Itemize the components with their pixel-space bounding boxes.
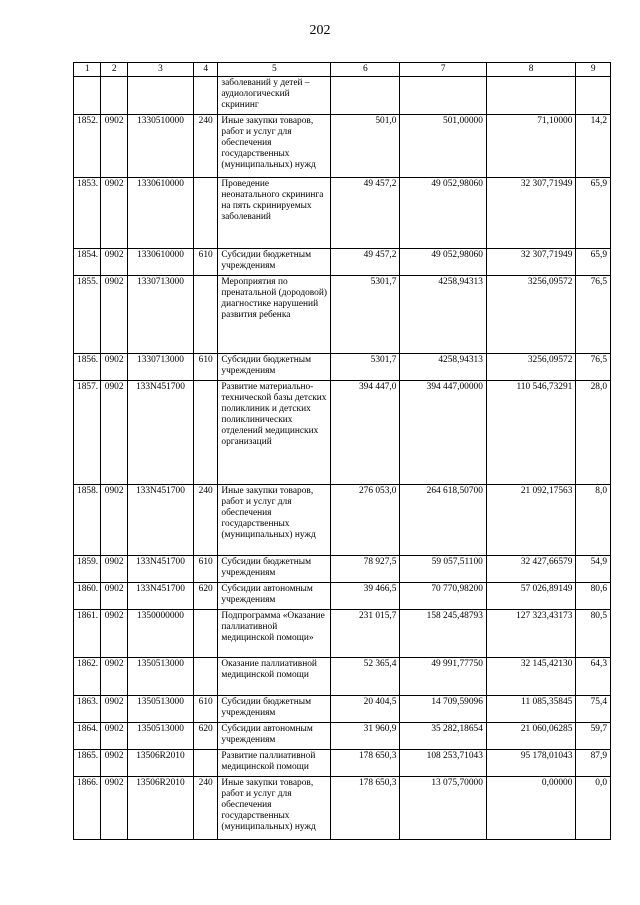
section-code: 0902 <box>101 583 127 610</box>
row-description: Подпрограмма «Оказание паллиативной медицинской помощи» <box>218 610 331 658</box>
col-header: 3 <box>127 63 193 77</box>
executed-value: 127 323,43173 <box>486 610 576 658</box>
planned-value: 35 282,18654 <box>400 723 486 750</box>
row-number: 1858. <box>74 485 101 556</box>
header-row <box>74 63 611 77</box>
row-number <box>74 77 101 115</box>
expense-type <box>193 178 217 249</box>
executed-value: 3256,09572 <box>486 276 576 354</box>
row-description: Оказание паллиативной медицинской помощи <box>218 658 331 696</box>
target-code: 1330713000 <box>127 276 193 354</box>
executed-value: 11 085,35845 <box>486 696 576 723</box>
budget-table <box>73 62 611 840</box>
planned-value: 70 770,98200 <box>400 583 486 610</box>
expense-type <box>193 658 217 696</box>
table-row <box>74 556 611 583</box>
row-description: Проведение неонатального скрининга на пять скринируемых заболеваний <box>218 178 331 249</box>
percent-executed: 87,9 <box>576 750 611 777</box>
approved-value <box>331 77 400 115</box>
percent-executed: 80,5 <box>576 610 611 658</box>
percent-executed <box>576 77 611 115</box>
row-description: заболеваний у детей – аудиологический скрининг <box>218 77 331 115</box>
table-row <box>74 696 611 723</box>
section-code: 0902 <box>101 610 127 658</box>
executed-value: 71,10000 <box>486 115 576 178</box>
percent-executed: 28,0 <box>576 381 611 485</box>
approved-value: 276 053,0 <box>331 485 400 556</box>
col-header: 9 <box>576 63 611 77</box>
table-row <box>74 750 611 777</box>
row-description: Развитие материально-технической базы детских поликлиник и детских поликлинических отделений медицинских организаций <box>218 381 331 485</box>
percent-executed: 65,9 <box>576 249 611 276</box>
percent-executed: 80,6 <box>576 583 611 610</box>
section-code: 0902 <box>101 354 127 381</box>
approved-value: 31 960,9 <box>331 723 400 750</box>
row-description: Развитие паллиативной медицинской помощи <box>218 750 331 777</box>
table-row <box>74 610 611 658</box>
row-description: Субсидии автономным учреждениям <box>218 723 331 750</box>
section-code: 0902 <box>101 723 127 750</box>
table-row <box>74 723 611 750</box>
executed-value: 110 546,73291 <box>486 381 576 485</box>
percent-executed: 76,5 <box>576 354 611 381</box>
row-number: 1861. <box>74 610 101 658</box>
table-row <box>74 381 611 485</box>
percent-executed: 8,0 <box>576 485 611 556</box>
expense-type <box>193 610 217 658</box>
expense-type: 620 <box>193 723 217 750</box>
row-number: 1860. <box>74 583 101 610</box>
col-header: 7 <box>400 63 486 77</box>
expense-type: 610 <box>193 249 217 276</box>
row-number: 1859. <box>74 556 101 583</box>
executed-value: 0,00000 <box>486 777 576 840</box>
approved-value: 5301,7 <box>331 276 400 354</box>
expense-type: 610 <box>193 556 217 583</box>
planned-value: 4258,94313 <box>400 354 486 381</box>
row-description: Субсидии автономным учреждениям <box>218 583 331 610</box>
target-code: 133N451700 <box>127 381 193 485</box>
row-description: Субсидии бюджетным учреждениям <box>218 249 331 276</box>
row-description: Субсидии бюджетным учреждениям <box>218 696 331 723</box>
executed-value: 32 427,66579 <box>486 556 576 583</box>
target-code: 1350513000 <box>127 658 193 696</box>
target-code: 133N451700 <box>127 485 193 556</box>
row-number: 1866. <box>74 777 101 840</box>
target-code: 1350513000 <box>127 696 193 723</box>
table-row <box>74 658 611 696</box>
table-row <box>74 777 611 840</box>
planned-value: 49 991,77750 <box>400 658 486 696</box>
expense-type: 610 <box>193 354 217 381</box>
section-code: 0902 <box>101 485 127 556</box>
planned-value: 49 052,98060 <box>400 178 486 249</box>
col-header: 6 <box>331 63 400 77</box>
target-code <box>127 77 193 115</box>
executed-value: 21 060,06285 <box>486 723 576 750</box>
target-code: 13506R2010 <box>127 750 193 777</box>
row-number: 1855. <box>74 276 101 354</box>
row-description: Иные закупки товаров, работ и услуг для обеспечения государственных (муниципальных) нужд <box>218 485 331 556</box>
row-description: Мероприятия по пренатальной (дородовой) диагностике нарушений развития ребенка <box>218 276 331 354</box>
col-header: 5 <box>218 63 331 77</box>
target-code: 133N451700 <box>127 556 193 583</box>
percent-executed: 59,7 <box>576 723 611 750</box>
table-row <box>74 115 611 178</box>
row-number: 1856. <box>74 354 101 381</box>
planned-value: 14 709,59096 <box>400 696 486 723</box>
planned-value: 394 447,00000 <box>400 381 486 485</box>
target-code: 133N451700 <box>127 583 193 610</box>
row-number: 1865. <box>74 750 101 777</box>
table-row <box>74 583 611 610</box>
table-row <box>74 354 611 381</box>
approved-value: 178 650,3 <box>331 750 400 777</box>
expense-type: 240 <box>193 485 217 556</box>
col-header: 2 <box>101 63 127 77</box>
planned-value: 13 075,70000 <box>400 777 486 840</box>
executed-value: 21 092,17563 <box>486 485 576 556</box>
percent-executed: 75,4 <box>576 696 611 723</box>
executed-value <box>486 77 576 115</box>
target-code: 1330610000 <box>127 249 193 276</box>
executed-value: 32 307,71949 <box>486 249 576 276</box>
section-code: 0902 <box>101 750 127 777</box>
row-description: Иные закупки товаров, работ и услуг для обеспечения государственных (муниципальных) нужд <box>218 777 331 840</box>
approved-value: 501,0 <box>331 115 400 178</box>
approved-value: 49 457,2 <box>331 249 400 276</box>
approved-value: 231 015,7 <box>331 610 400 658</box>
section-code: 0902 <box>101 777 127 840</box>
approved-value: 52 365,4 <box>331 658 400 696</box>
expense-type <box>193 77 217 115</box>
table-row <box>74 77 611 115</box>
expense-type: 240 <box>193 777 217 840</box>
section-code: 0902 <box>101 658 127 696</box>
row-description: Субсидии бюджетным учреждениям <box>218 556 331 583</box>
section-code: 0902 <box>101 115 127 178</box>
col-header: 8 <box>486 63 576 77</box>
executed-value: 95 178,01043 <box>486 750 576 777</box>
target-code: 1330510000 <box>127 115 193 178</box>
row-number: 1853. <box>74 178 101 249</box>
approved-value: 49 457,2 <box>331 178 400 249</box>
target-code: 1350513000 <box>127 723 193 750</box>
executed-value: 32 307,71949 <box>486 178 576 249</box>
section-code: 0902 <box>101 178 127 249</box>
approved-value: 178 650,3 <box>331 777 400 840</box>
col-header: 4 <box>193 63 217 77</box>
percent-executed: 76,5 <box>576 276 611 354</box>
expense-type <box>193 750 217 777</box>
percent-executed: 54,9 <box>576 556 611 583</box>
planned-value: 49 052,98060 <box>400 249 486 276</box>
row-number: 1854. <box>74 249 101 276</box>
section-code <box>101 77 127 115</box>
row-number: 1862. <box>74 658 101 696</box>
approved-value: 39 466,5 <box>331 583 400 610</box>
expense-type <box>193 276 217 354</box>
percent-executed: 14,2 <box>576 115 611 178</box>
planned-value: 501,00000 <box>400 115 486 178</box>
section-code: 0902 <box>101 556 127 583</box>
section-code: 0902 <box>101 696 127 723</box>
row-number: 1863. <box>74 696 101 723</box>
expense-type: 610 <box>193 696 217 723</box>
expense-type <box>193 381 217 485</box>
planned-value: 59 057,51100 <box>400 556 486 583</box>
table-row <box>74 178 611 249</box>
col-header: 1 <box>74 63 101 77</box>
section-code: 0902 <box>101 276 127 354</box>
percent-executed: 64,3 <box>576 658 611 696</box>
expense-type: 620 <box>193 583 217 610</box>
approved-value: 5301,7 <box>331 354 400 381</box>
row-number: 1857. <box>74 381 101 485</box>
table-row <box>74 485 611 556</box>
target-code: 13506R2010 <box>127 777 193 840</box>
planned-value: 264 618,50700 <box>400 485 486 556</box>
row-description: Субсидии бюджетным учреждениям <box>218 354 331 381</box>
planned-value: 108 253,71043 <box>400 750 486 777</box>
section-code: 0902 <box>101 381 127 485</box>
planned-value: 4258,94313 <box>400 276 486 354</box>
target-code: 1350000000 <box>127 610 193 658</box>
executed-value: 32 145,42130 <box>486 658 576 696</box>
table-body <box>74 77 611 840</box>
executed-value: 3256,09572 <box>486 354 576 381</box>
expense-type: 240 <box>193 115 217 178</box>
percent-executed: 0,0 <box>576 777 611 840</box>
row-number: 1852. <box>74 115 101 178</box>
target-code: 1330610000 <box>127 178 193 249</box>
target-code: 1330713000 <box>127 354 193 381</box>
planned-value <box>400 77 486 115</box>
section-code: 0902 <box>101 249 127 276</box>
planned-value: 158 245,48793 <box>400 610 486 658</box>
executed-value: 57 026,89149 <box>486 583 576 610</box>
row-description: Иные закупки товаров, работ и услуг для обеспечения государственных (муниципальных) нужд <box>218 115 331 178</box>
row-number: 1864. <box>74 723 101 750</box>
page-number: 202 <box>309 23 331 38</box>
approved-value: 20 404,5 <box>331 696 400 723</box>
percent-executed: 65,9 <box>576 178 611 249</box>
table-row <box>74 276 611 354</box>
table-row <box>74 249 611 276</box>
approved-value: 78 927,5 <box>331 556 400 583</box>
approved-value: 394 447,0 <box>331 381 400 485</box>
